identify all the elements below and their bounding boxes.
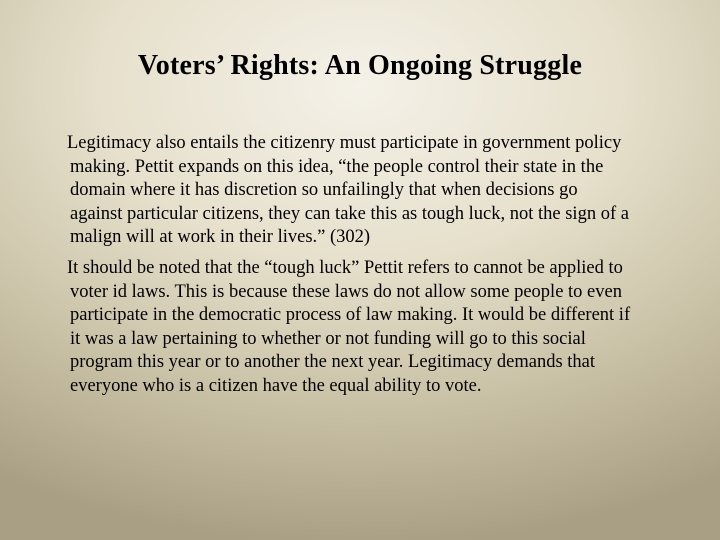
- slide-body: [67, 132, 682, 406]
- slide-title: Voters’ Rights: An Ongoing Struggle: [137, 50, 583, 81]
- paragraph-tough-luck: It should be noted that the “tough luck” Pettit refers to cannot be applied to voter id laws. This is because these laws do not allow some people to even participate in the democratic process of law making. It would be different if it was a law pertaining to whether or not funding will go to this social program this year or to another the next year. Legitimacy demands that everyone who is a citizen have the equal ability to vote.: [67, 257, 631, 396]
- paragraph-legitimacy: Legitimacy also entails the citizenry must participate in government policy making. Pettit expands on this idea, “the people control their state in the domain where it has discretion so unfailingly that when decisions go against particular citizens, they can take this as tough luck, not the sign of a malign will at work in their lives.” (302): [67, 133, 629, 248]
